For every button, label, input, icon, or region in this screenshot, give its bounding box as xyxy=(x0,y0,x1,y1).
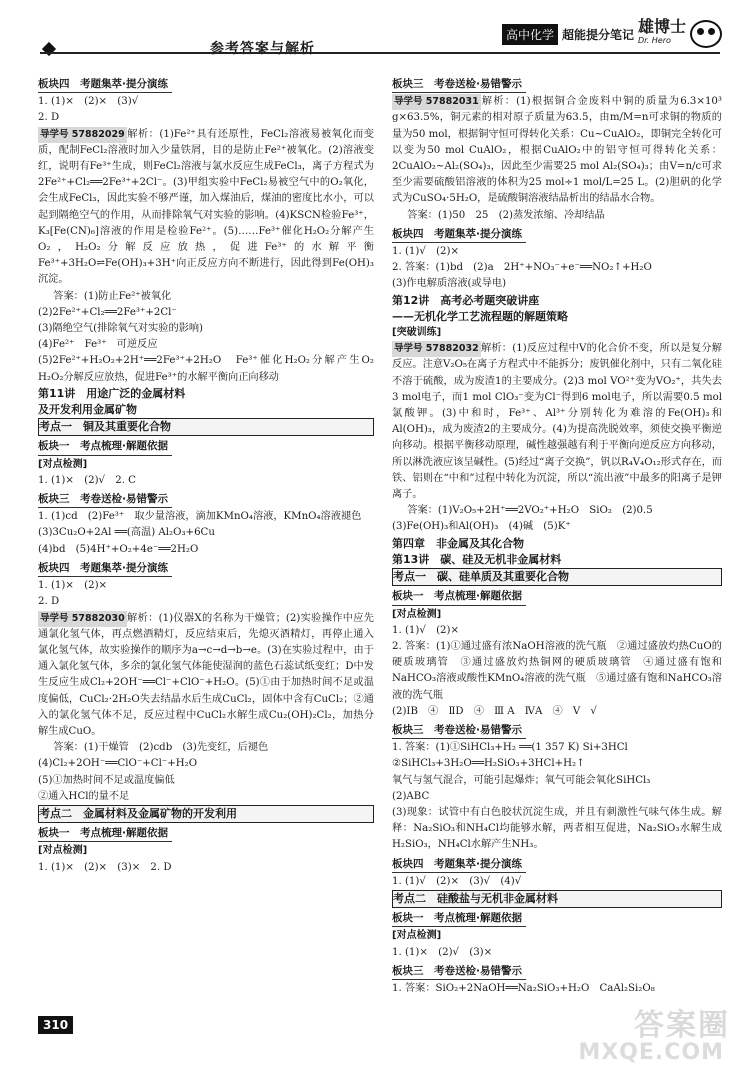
left-column xyxy=(38,74,385,876)
answer-line: 2. D xyxy=(38,596,60,608)
slogan: 超能提分笔记 xyxy=(561,27,634,42)
topic-box: 考点二 硅酸盐与无机非金属材料 xyxy=(392,890,722,908)
guide-number-tag: 导学号 57882030 xyxy=(38,611,127,627)
answer-line: 1. (1)cd (2)Fe³⁺ 取少量溶液，滴加KMnO₄溶液，KMnO₄溶液褪色 xyxy=(38,511,362,523)
answer-line: 1. (1)√ (2)× xyxy=(392,246,460,258)
answer-line: 答案：(1)防止Fe²⁺被氧化 xyxy=(53,290,172,302)
header-rule xyxy=(40,52,720,54)
right-column xyxy=(392,74,722,997)
brand-block xyxy=(502,17,722,48)
section-heading: 板块一 考点梳理·解题依据 xyxy=(38,825,172,842)
answer-line: 1. (1)× (2)× xyxy=(38,580,108,592)
brand-logo xyxy=(637,17,686,48)
answer-line: (4)Fe²⁺ Fe³⁺ 可逆反应 xyxy=(38,339,158,351)
topic-box: 考点一 碳、硅单质及其重要化合物 xyxy=(392,568,722,586)
answer-line: 1. (1)× (2)√ 2. C xyxy=(38,474,136,486)
answer-line: 1. 答案：(1)①SiHCl₃+H₂ ══(1 357 K) Si+3HCl xyxy=(392,742,628,754)
subsection-label: [对点检测] xyxy=(392,930,442,942)
lecture-title: 第四章 非金属及其化合物 xyxy=(392,536,524,550)
watermark-logo: 答案圈 xyxy=(634,1008,730,1043)
page-header xyxy=(0,0,750,62)
explanation-text: 解析：(1)根据铜合金废料中铜的质量为6.3×10³ g×63.5%，铜元素的相对原子质量为63.5，由m/M=n可求铜的物质的量为50 mol，根据铜守恒可得转化关系：Cu~CuAlO₂，即铜完全转化可以变为50 mol CuAlO₂，根据CuAlO₂中的铝守恒可得转化关系：2CuAlO₂~Al₂(SO₄)₃，因此至少需要25 mol Al₂(SO₄)₃；由V=n/c可求至少需要硫酸铝溶液的体积为25 mol÷1 mol/L=25 L。(2)胆矾的化学式为CuSO₄·5H₂O，是硫酸铜溶液结晶析出的结晶水合物。 xyxy=(392,96,722,205)
lecture-title: 第11讲 用途广泛的金属材料 xyxy=(38,386,186,400)
answer-line: 答案：(1)50 25 (2)蒸发浓缩、冷却结晶 xyxy=(407,209,605,221)
answer-line: 1. (1)× (2)× (3)× 2. D xyxy=(38,861,172,873)
subsection-label: [对点检测] xyxy=(392,608,442,620)
topic-box: 考点二 金属材料及金属矿物的开发利用 xyxy=(38,805,374,823)
explanation-text: 解析：(1)Fe²⁺具有还原性，FeCl₂溶液易被氧化而变质，配制FeCl₂溶液时加入少量铁屑，目的是防止Fe²⁺被氧化。(2)溶液变红，说明有Fe³⁺生成，则FeCl₂溶液与氯水反应生成FeCl₃，离子方程式为2Fe²⁺+Cl₂══2Fe³⁺+2Cl⁻。(3)甲组实验中FeCl₂易被空气中的O₂氧化，会生成FeCl₃，因此实验不够严谨，加入煤油后，煤油的密度比水小，可以起到隔绝空气的作用，从而排除氧气对实验的影响。(4)KSCN检验Fe³⁺，K₃[Fe(CN)₆]溶液的作用是检验Fe²⁺。(5)……Fe³⁺催化H₂O₂分解产生O₂，H₂O₂分解反应放热，促进Fe³⁺的水解平衡Fe³⁺+3H₂O⇌Fe(OH)₃+3H⁺向正反应方向不断进行，因此得到Fe(OH)₃沉淀。 xyxy=(38,128,374,286)
section-heading: 板块三 考卷送检·易错警示 xyxy=(392,722,526,739)
answer-line: (3)作电解质溶液(或导电) xyxy=(392,278,507,290)
section-heading: 板块三 考卷送检·易错警示 xyxy=(392,963,526,980)
section-heading: 板块四 考题集萃·提分演练 xyxy=(392,226,526,243)
section-heading: 板块一 考点梳理·解题依据 xyxy=(392,910,526,927)
topic-box: 考点一 铜及其重要化合物 xyxy=(38,418,374,436)
section-heading: 板块一 考点梳理·解题依据 xyxy=(38,438,172,455)
guide-number-tag: 导学号 57882031 xyxy=(392,94,481,110)
lecture-title: 及开发利用金属矿物 xyxy=(38,403,137,417)
explanation-text: 解析：(1)反应过程中V的化合价不变，所以是复分解反应。注意V₂O₅在离子方程式中不能拆分；废钒催化剂中，只有二氧化硅不溶于硫酸，成为废渣1的主要成分。(2)3 mol VO²⁺变为VO₂⁺，共失去3 mol电子，而1 mol ClO₃⁻变为Cl⁻得到6 mol电子，所以需要0.5 mol氯酸钾。(3)中和时，Fe³⁺、Al³⁺分别转化为难溶的Fe(OH)₃和Al(OH)₃，成为废渣2的主要成分。(4)为提高洗脱效率，须使交换平衡逆向移动。根据平衡移动原理，碱性越强越有利于平衡向逆反应方向移动，所以淋洗液应该呈碱性。(5)经过“离子交换”，钒以R₄V₄O₁₂形式存在，而铁、铝则在“中和”过程中转化为沉淀，所以“流出液”中最多的阳离子是钾离子。 xyxy=(392,343,722,501)
section-heading: 板块一 考点梳理·解题依据 xyxy=(392,588,526,605)
explanation-paragraph xyxy=(392,341,722,503)
answer-line: (3)隔绝空气(排除氧气对实验的影响) xyxy=(38,323,204,335)
subsection-label: [对点检测] xyxy=(38,458,88,470)
explanation-paragraph xyxy=(392,94,722,207)
answer-line: ②通入HCl的量不足 xyxy=(38,790,130,802)
answer-line: 答案：(1)干燥管 (2)cdb (3)先变红，后褪色 xyxy=(53,742,269,754)
answer-line: (5)2Fe²⁺+H₂O₂+2H⁺══2Fe³⁺+2H₂O Fe³⁺催化H₂O₂分解产生O₂ H₂O₂分解反应放热，促进Fe³⁺的水解平衡向正向移动 xyxy=(38,355,385,383)
answer-line: (4)bd (5)4H⁺+O₂+4e⁻══2H₂O xyxy=(38,543,199,555)
answer-line: (3)3Cu₂O+2Al ══(高温) Al₂O₃+6Cu xyxy=(38,527,215,539)
watermark-url: MXQE.COM xyxy=(578,1040,724,1065)
answer-line: ②SiHCl₃+3H₂O══H₂SiO₃+3HCl+H₂↑ xyxy=(392,758,585,770)
answer-line: (3)现象：试管中有白色胶状沉淀生成，并且有刺激性气味气体生成。解释：Na₂SiO₃和NH₄Cl均能够水解，两者相互促进，Na₂SiO₃水解生成H₂SiO₃，NH₄Cl水解产生NH₃。 xyxy=(392,806,722,851)
answer-line: 1. (1)√ (2)× (3)√ (4)√ xyxy=(392,875,522,887)
explanation-paragraph xyxy=(38,611,374,741)
answer-line: 2. 答案：(1)①通过盛有浓NaOH溶液的洗气瓶 ②通过盛放灼热CuO的硬质玻璃管 ③通过盛放灼热铜网的硬质玻璃管 ④通过盛有饱和NaHCO₃溶液或酸性KMnO₄溶液的洗气瓶 ⑤通过盛有饱和NaHCO₃溶液的洗气瓶 xyxy=(392,640,722,701)
answer-line: 1. 答案：SiO₂+2NaOH══Na₂SiO₃+H₂O CaAl₂Si₂O₈ xyxy=(392,982,655,994)
panda-icon xyxy=(690,20,722,48)
lecture-title: 第12讲 高考必考题突破讲座 xyxy=(392,293,540,307)
section-heading: 板块四 考题集萃·提分演练 xyxy=(38,560,172,577)
lecture-title: 第13讲 碳、硅及无机非金属材料 xyxy=(392,552,562,566)
answer-line: (5)①加热时间不足或温度偏低 xyxy=(38,774,175,786)
section-heading: 板块四 考题集萃·提分演练 xyxy=(392,856,526,873)
page-number: 310 xyxy=(38,1016,73,1034)
answer-line: 2. 答案：(1)bd (2)a 2H⁺+NO₃⁻+e⁻══NO₂↑+H₂O xyxy=(392,262,652,274)
answer-line: (2)ⅠB ④ ⅡD ④ Ⅲ A ⅣA ④ V √ xyxy=(392,705,597,717)
answer-line: (4)Cl₂+2OH⁻══ClO⁻+Cl⁻+H₂O xyxy=(38,758,198,770)
answer-line: 1. (1)√ (2)× xyxy=(392,624,460,636)
subsection-label: [突破训练] xyxy=(392,327,442,339)
answer-line: 1. (1)× (2)× (3)√ xyxy=(38,96,139,108)
answer-line: (2)ABC xyxy=(392,790,430,802)
answer-line: (3)Fe(OH)₃和Al(OH)₃ (4)碱 (5)K⁺ xyxy=(392,521,571,533)
brand-en: Dr. Hero xyxy=(637,36,671,45)
guide-number-tag: 导学号 57882029 xyxy=(38,127,127,143)
answer-line: 氧气与氢气混合，可能引起爆炸；氧气可能会氧化SiHCl₃ xyxy=(392,774,651,786)
answer-line: 答案：(1)V₂O₅+2H⁺══2VO₂⁺+H₂O SiO₂ (2)0.5 xyxy=(407,505,653,517)
subject-badge: 高中化学 xyxy=(502,24,558,45)
answer-line: (2)2Fe²⁺+Cl₂══2Fe³⁺+2Cl⁻ xyxy=(38,306,177,318)
subsection-label: [对点检测] xyxy=(38,845,88,857)
section-heading: 板块四 考题集萃·提分演练 xyxy=(38,76,172,93)
explanation-text: 解析：(1)仪器X的名称为干燥管；(2)实验操作中应先通氯化氢气体，再点燃酒精灯，反应结束后，先熄灭酒精灯，再停止通入氯化氢气体，故实验操作的顺序为a→c→d→b→e。(3)在实验过程中，由于通入氯化氢气体，多余的氯化氢气体能使湿润的蓝色石蕊试纸变红；D中发生反应生成Cl₂+2OH⁻══Cl⁻+ClO⁻+H₂O。(5)①由于加热时间不足或温度偏低，CuCl₂·2H₂O失去结晶水后生成CuCl₂，固体中含有CuCl₂；②通入的氯化氢气体不足，反应过程中CuCl₂水解生成Cu₂(OH)₂Cl₂，加热分解生成CuO。 xyxy=(38,612,374,737)
guide-number-tag: 导学号 57882032 xyxy=(392,341,481,357)
brand-name: 雄博士 xyxy=(637,17,686,36)
header-title: 参考答案与解析 xyxy=(210,41,315,57)
lecture-title: ——无机化学工艺流程题的解题策略 xyxy=(392,309,568,323)
section-heading: 板块三 考卷送检·易错警示 xyxy=(392,76,526,93)
answer-line: 2. D xyxy=(38,112,60,124)
section-heading: 板块三 考卷送检·易错警示 xyxy=(38,491,172,508)
answer-line: 1. (1)× (2)√ (3)× xyxy=(392,946,493,958)
explanation-paragraph xyxy=(38,127,374,289)
